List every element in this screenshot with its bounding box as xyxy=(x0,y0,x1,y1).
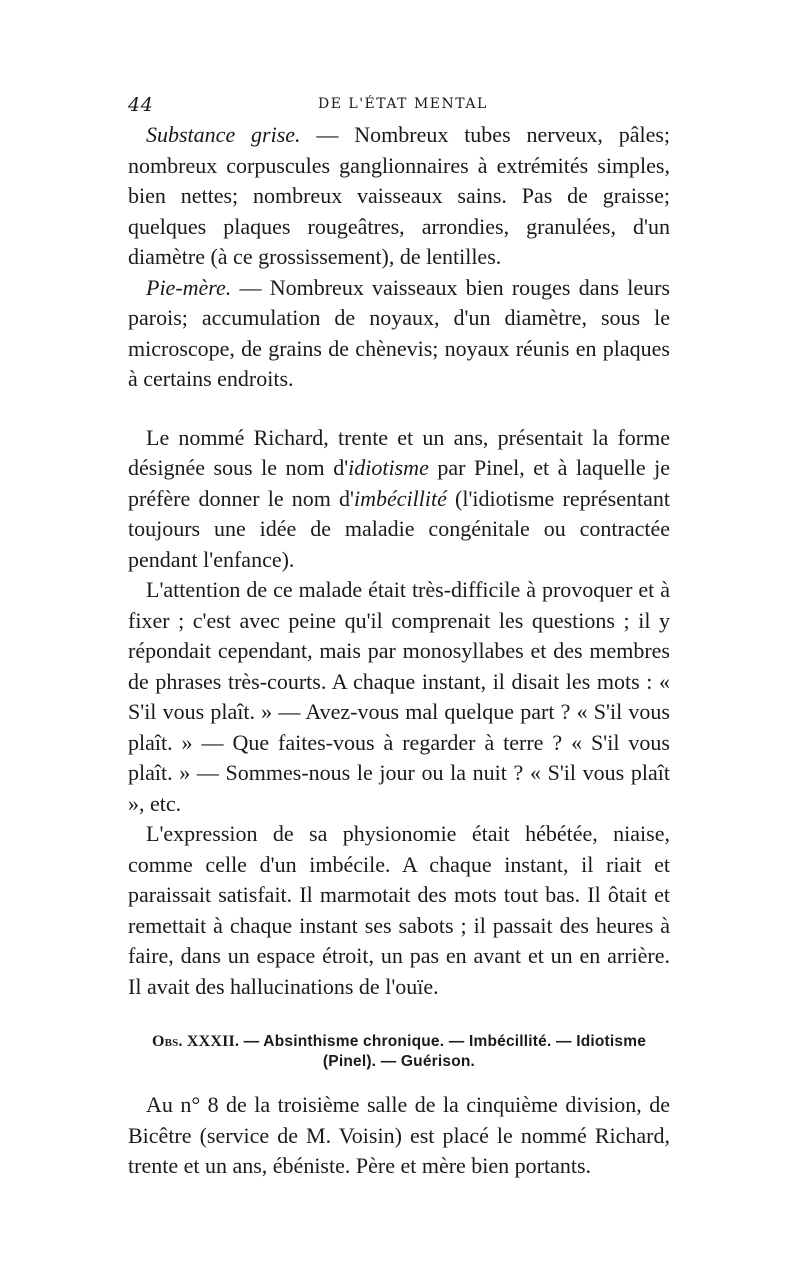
paragraph-attention: L'attention de ce malade était très-difficile à provoquer et à fixer ; c'est avec peine qu'il comprenait les questions ; il y répondait cependant, mais par monosyllabes et des membres de phrases très-courts. A chaque instant, il disait les mots : « S'il vous plaît. » — Avez-vous mal quelque part ? « S'il vous plaît. » — Que faites-vous à regarder à terre ? « S'il vous plaît. » — Sommes-nous le jour ou la nuit ? « S'il vous plaît », etc. xyxy=(128,577,670,816)
observation-label: Obs. XXXII. xyxy=(151,1033,240,1050)
paragraph-text: (l'idiotisme représentant toujours une idée de maladie congénitale ou contractée pendant l'enfance). xyxy=(128,485,670,572)
paragraph-text: par Pinel, et à laquelle je préfère donner le nom d' xyxy=(128,455,670,511)
paragraph-final: Au n° 8 de la troisième salle de la cinquième division, de Bicêtre (service de M. Voisin) est placé le nommé Richard, trente et un ans, ébéniste. Père et mère bien portants. xyxy=(128,1092,670,1178)
running-title: DE L'ÉTAT MENTAL xyxy=(318,96,488,112)
page-number: 44 xyxy=(128,94,154,116)
observation-heading xyxy=(128,1032,670,1072)
page-header xyxy=(128,86,670,120)
paragraph-substance-grise xyxy=(128,120,670,273)
paragraph-lead: Pie-mère. xyxy=(146,274,232,300)
paragraph-richard-intro xyxy=(128,423,670,576)
italic-term: imbécillité xyxy=(354,485,447,511)
observation-title: — Absinthisme chronique. — Imbécillité. — Idiotisme (Pinel). — Guérison. xyxy=(239,1033,647,1070)
italic-term: idiotisme xyxy=(348,455,429,480)
paragraph-expression: L'expression de sa physionomie était hébétée, niaise, comme celle d'un imbécile. A chaque instant, il riait et paraissait satisfait. Il marmotait des mots tout bas. Il ôtait et remettait à chaque instant ses sabots ; il passait des heures à faire, dans un espace étroit, un pas en avant et un en arrière. Il avait des hallucinations de l'ouïe. xyxy=(128,821,670,999)
paragraph-body: — Nombreux vaisseaux bien rouges dans leurs parois; accumulation de noyaux, d'un diamètre, sous le microscope, de grains de chènevis; noyaux réunis en plaques à certains endroits. xyxy=(128,274,670,391)
document-page xyxy=(128,86,670,1182)
paragraph-lead: Substance grise. xyxy=(146,122,301,147)
paragraph-text: Le nommé Richard, trente et un ans, présentait la forme désignée sous le nom d' xyxy=(128,424,670,480)
paragraph-pie-mere xyxy=(128,273,670,395)
paragraph-body: — Nombreux tubes nerveux, pâles; nombreux corpuscules ganglionnaires à extrémités simples, bien nettes; nombreux vaisseaux sains. Pas de graisse; quelques plaques rougeâtres, arrondies, granulées, d'un diamètre (à ce grossissement), de lentilles. xyxy=(128,122,671,269)
